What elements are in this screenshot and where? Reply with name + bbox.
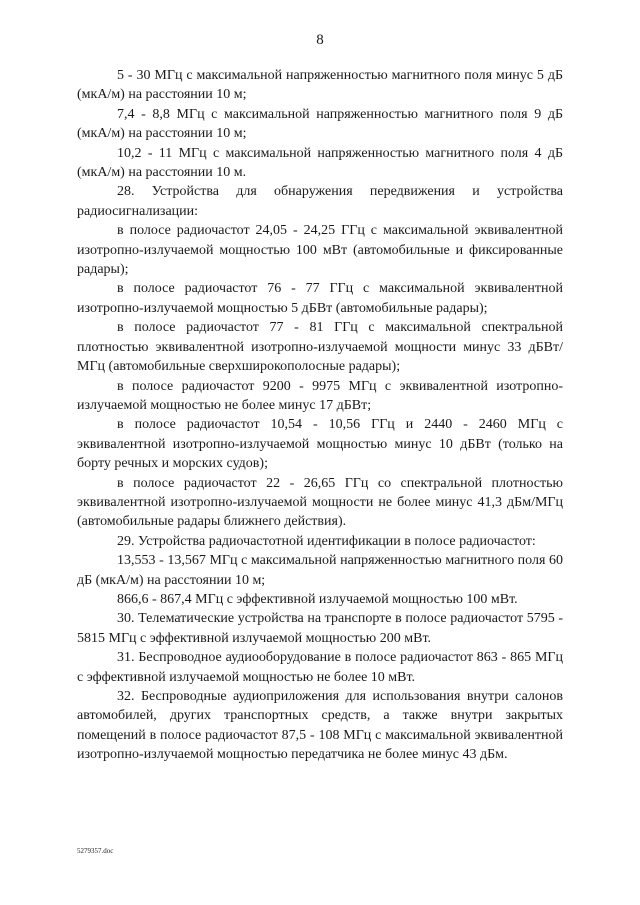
paragraph: в полосе радиочастот 24,05 - 24,25 ГГц с максимальной эквивалентной изотропно-излучаемой мощностью 100 мВт (автомобильные и фиксированные радары); <box>77 223 563 278</box>
paragraph: 10,2 - 11 МГц с максимальной напряженностью магнитного поля 4 дБ (мкА/м) на расстоянии 10 м. <box>77 145 563 181</box>
paragraph-item-30: 30. Телематические устройства на транспорте в полосе радиочастот 5795 - 5815 МГц с эффективной излучаемой мощностью 200 мВт. <box>77 611 563 646</box>
paragraph: в полосе радиочастот 76 - 77 ГГц с максимальной эквивалентной изотропно-излучаемой мощностью 5 дБВт (автомобильные радары); <box>77 281 563 316</box>
paragraph: 13,553 - 13,567 МГц с максимальной напряженностью магнитного поля 60 дБ (мкА/м) на расстоянии 10 м; <box>77 553 563 588</box>
footer-doc-code: 5279357.doc <box>77 847 114 855</box>
page-number: 8 <box>316 32 324 48</box>
paragraph: 866,6 - 867,4 МГц с эффективной излучаемой мощностью 100 мВт. <box>117 591 518 607</box>
paragraph-item-29: 29. Устройства радиочастотной идентификации в полосе радиочастот: <box>117 533 536 549</box>
paragraph: в полосе радиочастот 9200 - 9975 МГц с эквивалентной изотропно-излучаемой мощностью не более минус 17 дБВт; <box>77 378 563 413</box>
paragraph-item-31: 31. Беспроводное аудиооборудование в полосе радиочастот 863 - 865 МГц с эффективной излучаемой мощностью не более 10 мВт. <box>77 650 563 685</box>
paragraph: в полосе радиочастот 10,54 - 10,56 ГГц и 2440 - 2460 МГц с эквивалентной изотропно-излучаемой мощностью минус 10 дБВт (только на борту речных и морских судов); <box>77 417 563 472</box>
paragraph: в полосе радиочастот 22 - 26,65 ГГц со спектральной плотностью эквивалентной изотропно-излучаемой мощности не более минус 41,3 дБм/МГц (автомобильные радары ближнего действия). <box>77 475 563 530</box>
paragraph: 5 - 30 МГц с максимальной напряженностью магнитного поля минус 5 дБ (мкА/м) на расстоянии 10 м; <box>77 68 563 103</box>
paragraph: в полосе радиочастот 77 - 81 ГГц с максимальной спектральной плотностью эквивалентной изотропно-излучаемой мощности минус 33 дБВт/МГц (автомобильные сверхширокополосные радары); <box>77 320 563 375</box>
paragraph-item-28: 28. Устройства для обнаружения передвижения и устройства радиосигнализации: <box>77 184 563 219</box>
paragraph-item-32: 32. Беспроводные аудиоприложения для использования внутри салонов автомобилей, других транспортных средств, а также внутри закрытых помещений в полосе радиочастот 87,5 - 108 МГц с максимальной эквивалентной изотропно-излучаемой мощностью передатчика не более минус 43 дБм. <box>77 689 563 763</box>
document-body <box>77 66 563 765</box>
paragraph: 7,4 - 8,8 МГц с максимальной напряженностью магнитного поля 9 дБ (мкА/м) на расстоянии 10 м; <box>77 106 563 142</box>
